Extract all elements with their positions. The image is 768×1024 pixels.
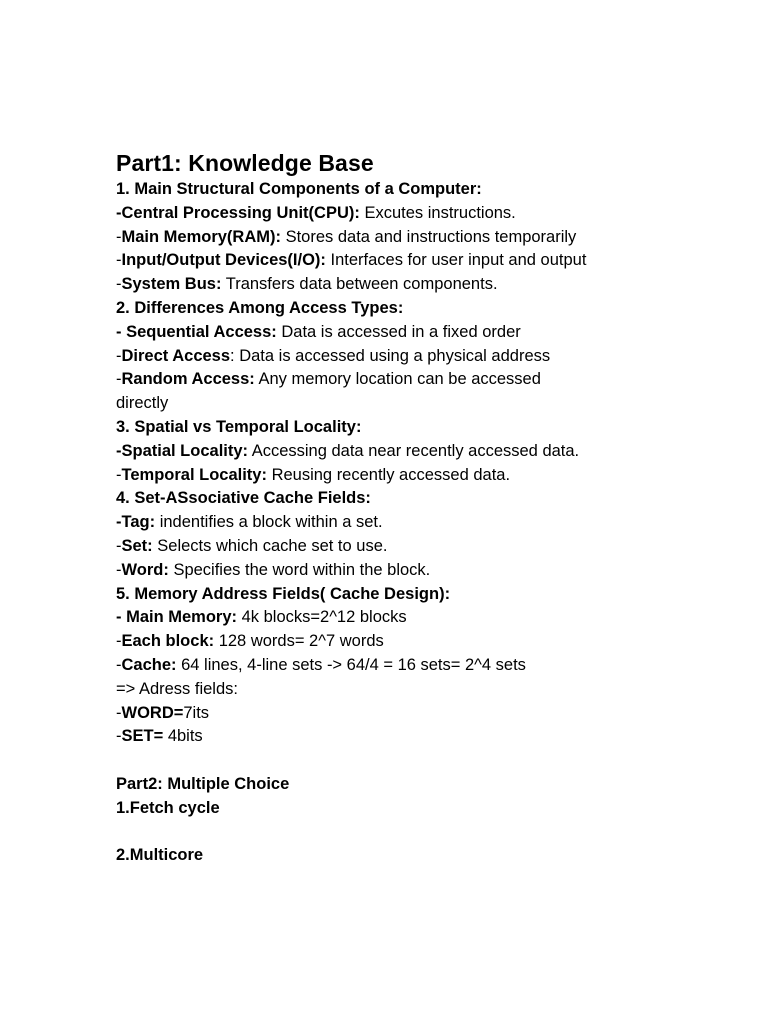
spatial-desc: Accessing data near recently accessed data. (248, 441, 580, 460)
cpu-line (116, 202, 656, 226)
ram-desc: Stores data and instructions temporarily (281, 227, 577, 246)
part1-title: Part1: Knowledge Base (116, 150, 374, 176)
word-desc: Specifies the word within the block. (168, 560, 431, 579)
section3-heading: 3. Spatial vs Temporal Locality: (116, 417, 362, 436)
tag-line (116, 511, 656, 535)
main-memory-line (116, 606, 656, 630)
direct-desc: : Data is accessed using a physical address (230, 346, 551, 365)
tag-term: -Tag: (116, 513, 156, 532)
tag-desc: indentifies a block within a set. (155, 513, 383, 532)
spatial-line (116, 440, 656, 464)
main-memory-desc: 4k blocks=2^12 blocks (237, 608, 407, 627)
spatial-term: -Spatial Locality: (116, 441, 249, 460)
cache-line (116, 654, 656, 678)
ram-term: Main Memory(RAM): (121, 227, 281, 246)
word-term: Word: (121, 560, 169, 579)
random-desc: Any memory location can be accessed directly (116, 370, 541, 413)
main-memory-term: - Main Memory: (116, 608, 238, 627)
bus-term: System Bus: (121, 275, 222, 294)
part2-title: Part2: Multiple Choice (116, 774, 290, 793)
direct-line (116, 345, 656, 369)
cache-term: Cache: (121, 655, 177, 674)
sequential-desc: Data is accessed in a fixed order (276, 322, 521, 341)
set-field-term: SET= (121, 727, 164, 746)
document-page (116, 148, 656, 868)
cpu-term: -Central Processing Unit(CPU): (116, 203, 360, 222)
set-line (116, 535, 656, 559)
word-line (116, 559, 656, 583)
spacer (116, 749, 656, 773)
each-block-desc: 128 words= 2^7 words (214, 632, 384, 651)
sequential-line (116, 321, 656, 345)
address-fields-label: => Adress fields: (116, 679, 238, 698)
set-field-desc: 4bits (163, 727, 203, 746)
word-field-desc: 7its (183, 703, 210, 722)
temporal-line (116, 464, 656, 488)
bus-line (116, 273, 656, 297)
bus-prefix: - (116, 275, 122, 294)
io-line (116, 249, 616, 273)
answer-2: 2.Multicore (116, 846, 204, 865)
word-field-prefix: - (116, 703, 122, 722)
set-prefix: - (116, 536, 122, 555)
set-field-line (116, 725, 656, 749)
cache-desc: 64 lines, 4-line sets -> 64/4 = 16 sets= 2^4 sets (176, 655, 526, 674)
answer-1: 1.Fetch cycle (116, 798, 220, 817)
temporal-term: Temporal Locality: (121, 465, 267, 484)
section4-heading: 4. Set-ASsociative Cache Fields: (116, 489, 371, 508)
cpu-desc: Excutes instructions. (359, 203, 516, 222)
io-prefix: - (116, 251, 122, 270)
word-field-term: WORD= (121, 703, 184, 722)
each-block-term: Each block: (121, 632, 215, 651)
section1-heading: 1. Main Structural Components of a Computer: (116, 180, 482, 198)
section5-heading: 5. Memory Address Fields( Cache Design): (116, 584, 451, 603)
random-prefix: - (116, 370, 122, 389)
word-prefix: - (116, 560, 122, 579)
set-desc: Selects which cache set to use. (152, 536, 388, 555)
direct-term: Direct Access (121, 346, 231, 365)
cache-prefix: - (116, 655, 122, 674)
temporal-desc: Reusing recently accessed data. (266, 465, 511, 484)
temporal-prefix: - (116, 465, 122, 484)
random-term: Random Access: (121, 370, 255, 389)
set-term: Set: (121, 536, 153, 555)
section2-heading: 2. Differences Among Access Types: (116, 298, 404, 317)
each-block-line (116, 630, 656, 654)
word-field-line (116, 702, 656, 726)
spacer (116, 821, 656, 845)
random-line (116, 368, 596, 416)
direct-prefix: - (116, 346, 122, 365)
io-desc: Interfaces for user input and output (325, 251, 587, 270)
set-field-prefix: - (116, 727, 122, 746)
each-block-prefix: - (116, 632, 122, 651)
bus-desc: Transfers data between components. (221, 275, 498, 294)
sequential-term: - Sequential Access: (116, 322, 277, 341)
ram-prefix: - (116, 227, 122, 246)
io-term: Input/Output Devices(I/O): (121, 251, 326, 270)
ram-line (116, 226, 656, 250)
